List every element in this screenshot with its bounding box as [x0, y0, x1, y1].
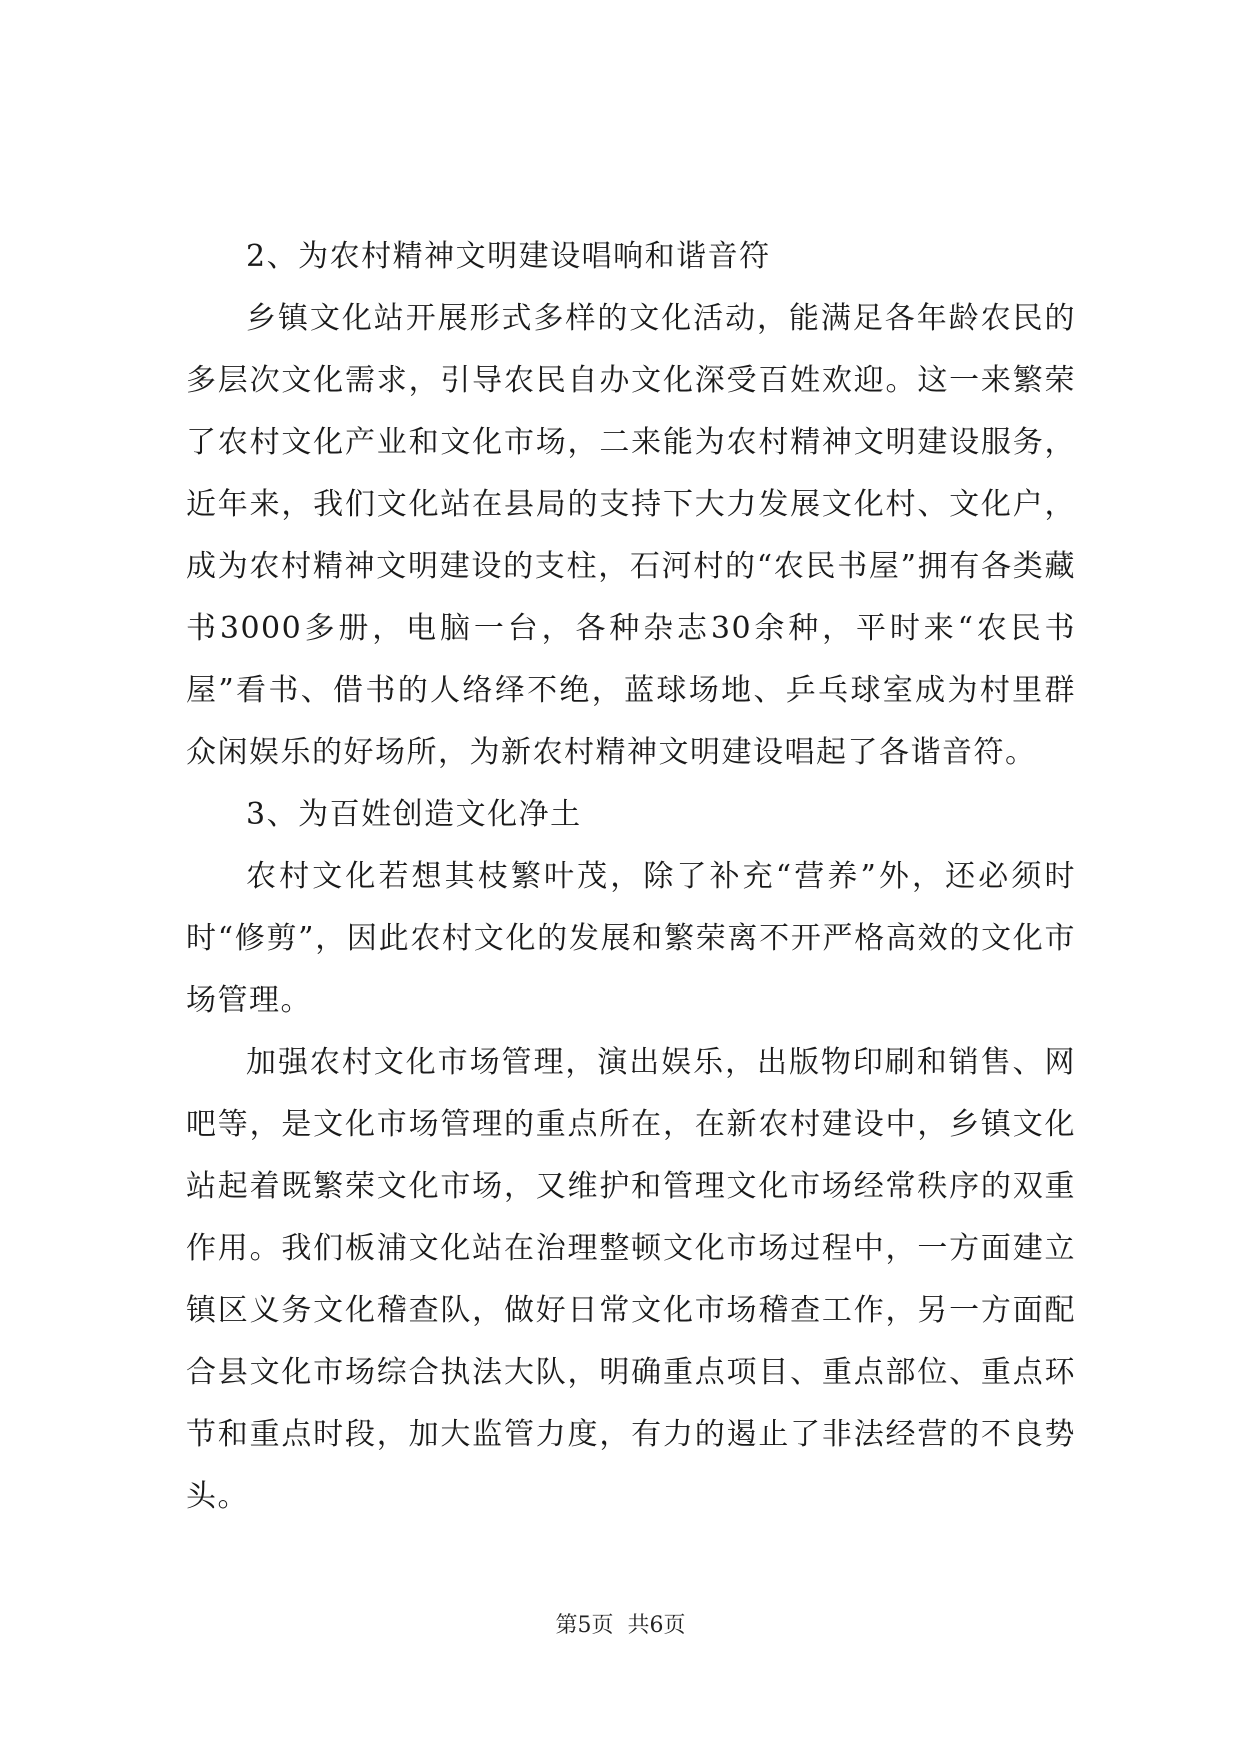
section-heading-3: 3、为百姓创造文化净土 — [246, 797, 582, 832]
body-paragraph: 乡镇文化站开展形式多样的文化活动，能满足各年龄农民的多层次文化需求，引导农民自办文化深受百姓欢迎。这一来繁荣了农村文化产业和文化市场，二来能为农村精神文明建设服务，近年来，我们文化站在县局的支持下大力发展文化村、文化户，成为农村精神文明建设的支柱，石河村的“农民书屋”拥有各类藏书3000多册，电脑一台，各种杂志30余种，平时来“农民书屋”看书、借书的人络绎不绝，蓝球场地、乒乓球室成为村里群众闲娱乐的好场所，为新农村精神文明建设唱起了各谐音符。 — [186, 301, 1076, 770]
body-paragraph: 加强农村文化市场管理，演出娱乐，出版物印刷和销售、网吧等，是文化市场管理的重点所在，在新农村建设中，乡镇文化站起着既繁荣文化市场，又维护和管理文化市场经常秩序的双重作用。我们板浦文化站在治理整顿文化市场过程中，一方面建立镇区义务文化稽查队，做好日常文化市场稽查工作，另一方面配合县文化市场综合执法大队，明确重点项目、重点部位、重点环节和重点时段，加大监管力度，有力的遏止了非法经营的不良势头。 — [186, 1045, 1076, 1514]
section-heading-2: 2、为农村精神文明建设唱响和谐音符 — [246, 239, 771, 274]
page-total: 共6页 — [627, 1613, 686, 1638]
page-footer — [0, 1608, 1241, 1639]
document-body — [186, 226, 1076, 1528]
body-paragraph: 农村文化若想其枝繁叶茂，除了补充“营养”外，还必须时时“修剪”，因此农村文化的发展和繁荣离不开严格高效的文化市场管理。 — [186, 859, 1076, 1018]
page-number: 第5页 — [555, 1613, 614, 1638]
